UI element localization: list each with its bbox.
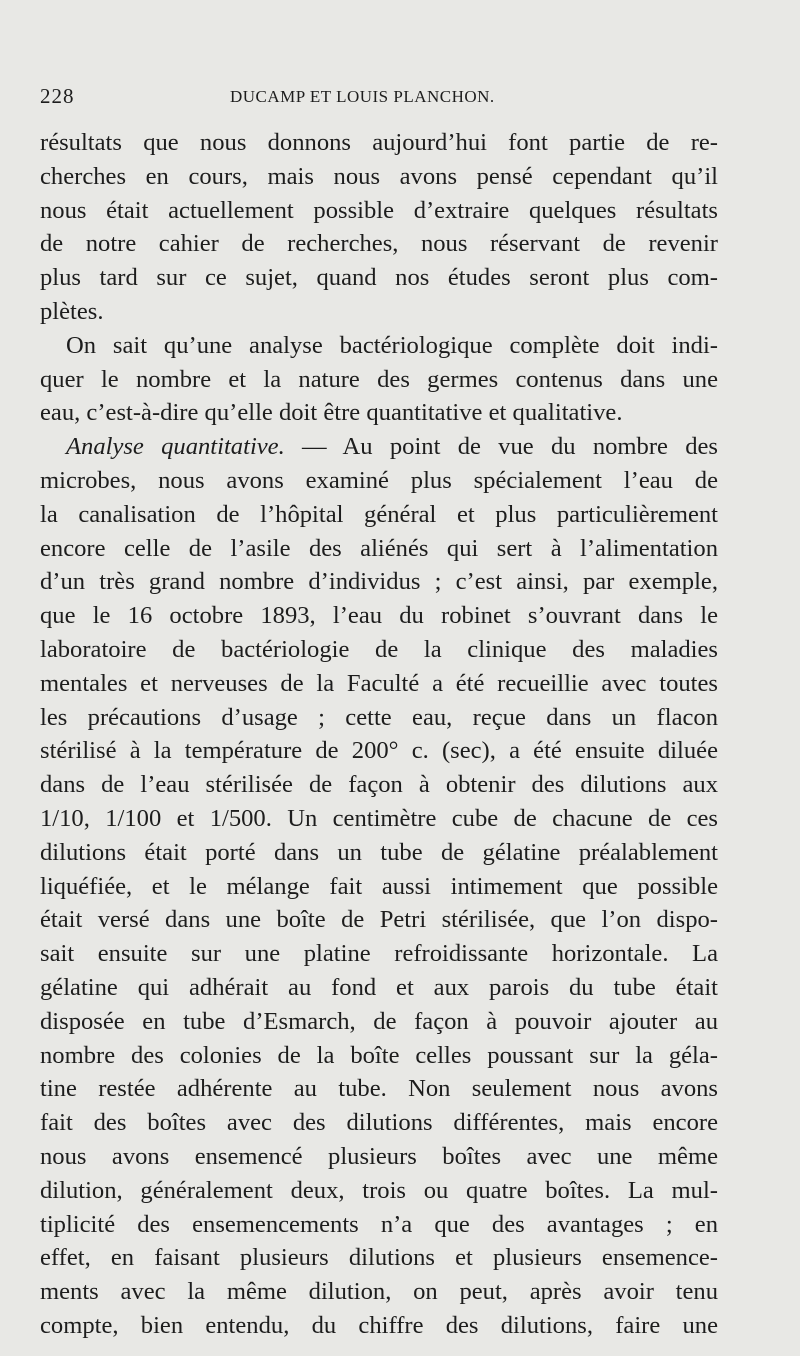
line-text: 1/10, 1/100 et 1/500. Un centimètre cube de chacune de ces	[40, 804, 718, 832]
line-text: résultats que nous donnons aujourd’hui font partie de re-	[40, 129, 718, 156]
text-line	[40, 1072, 718, 1106]
line-text: tiplicité des ensemencements n’a que des avantages ; en	[40, 1210, 718, 1238]
text-line	[40, 1174, 718, 1208]
line-text: tine restée adhérente au tube. Non seulement nous avons	[40, 1075, 718, 1103]
line-text: les précautions d’usage ; cette eau, reçue dans un flacon	[40, 703, 718, 731]
text-line	[40, 532, 718, 566]
line-text: était versé dans une boîte de Petri stérilisée, que l’on dispo-	[40, 906, 718, 934]
text-line	[40, 599, 718, 633]
line-text: ments avec la même dilution, on peut, après avoir tenu	[40, 1278, 718, 1306]
line-text: disposée en tube d’Esmarch, de façon à pouvoir ajouter au	[40, 1007, 718, 1035]
line-text: dilution, généralement deux, trois ou quatre boîtes. La mul-	[40, 1176, 718, 1204]
text-line	[40, 1275, 718, 1309]
line-text: d’un très grand nombre d’individus ; c’est ainsi, par exemple,	[40, 568, 718, 596]
line-text: fait des boîtes avec des dilutions différentes, mais encore	[40, 1109, 718, 1137]
text-line	[40, 1039, 718, 1073]
text-line	[40, 1005, 718, 1039]
line-text: eau, c’est-à-dire qu’elle doit être quantitative et qualitative.	[40, 399, 623, 427]
line-text: gélatine qui adhérait au fond et aux parois du tube était	[40, 973, 718, 1001]
line-text: effet, en faisant plusieurs dilutions et plusieurs ensemence-	[40, 1244, 718, 1272]
line-text: cherches en cours, mais nous avons pensé cependant qu’il	[40, 162, 718, 190]
line-text: plus tard sur ce sujet, quand nos études seront plus com-	[40, 264, 718, 292]
line-text: encore celle de l’asile des aliénés qui sert à l’alimentation	[40, 534, 718, 562]
text-line	[40, 903, 718, 937]
page-header	[40, 84, 730, 114]
line-text: sait ensuite sur une platine refroidissante horizontale. La	[40, 940, 718, 968]
line-text: la canalisation de l’hôpital général et plus particulièrement	[40, 500, 718, 528]
text-line	[40, 937, 718, 971]
text-line	[40, 227, 718, 261]
text-line	[40, 734, 718, 768]
text-line	[40, 261, 718, 295]
text-line	[40, 1140, 718, 1174]
text-line	[40, 363, 718, 397]
line-text: — Au point de vue du nombre des	[284, 433, 719, 461]
line-text: nous avons ensemencé plusieurs boîtes avec une même	[40, 1142, 718, 1170]
text-line	[40, 565, 718, 599]
text-line	[40, 194, 718, 228]
line-text: que le 16 octobre 1893, l’eau du robinet s’ouvrant dans le	[40, 602, 718, 630]
line-text: On sait qu’une analyse bactériologique complète doit indi-	[66, 331, 718, 359]
line-text: plètes.	[40, 297, 104, 325]
line-text: dans de l’eau stérilisée de façon à obtenir des dilutions aux	[40, 771, 718, 799]
text-line	[40, 160, 718, 194]
text-line	[40, 633, 718, 667]
text-line	[40, 464, 718, 498]
text-line	[40, 1241, 718, 1275]
running-head: DUCAMP ET LOUIS PLANCHON.	[230, 87, 495, 106]
line-text: liquéfiée, et le mélange fait aussi intimement que possible	[40, 872, 718, 900]
line-text: de notre cahier de recherches, nous réservant de revenir	[40, 230, 718, 258]
page-number: 228	[40, 84, 75, 108]
text-line	[40, 802, 718, 836]
text-line	[40, 870, 718, 904]
text-line	[40, 498, 718, 532]
line-text: microbes, nous avons examiné plus spécialement l’eau de	[40, 466, 718, 494]
line-text: laboratoire de bactériologie de la clinique des maladies	[40, 635, 718, 663]
text-line	[40, 430, 718, 464]
text-line	[40, 836, 718, 870]
text-line	[40, 126, 718, 160]
text-line	[40, 701, 718, 735]
text-line	[40, 1106, 718, 1140]
text-line	[40, 768, 718, 802]
line-text: nous était actuellement possible d’extraire quelques résultats	[40, 196, 718, 224]
line-text: mentales et nerveuses de la Faculté a été recueillie avec toutes	[40, 669, 718, 697]
text-line	[40, 971, 718, 1005]
text-line	[40, 667, 718, 701]
text-line	[40, 1208, 718, 1242]
text-line	[40, 329, 718, 363]
body-text	[40, 126, 718, 1343]
line-text: dilutions était porté dans un tube de gélatine préalablement	[40, 838, 718, 866]
line-text: quer le nombre et la nature des germes contenus dans une	[40, 365, 718, 393]
text-line	[40, 1309, 718, 1343]
line-text: nombre des colonies de la boîte celles poussant sur la géla-	[40, 1041, 718, 1069]
section-heading: Analyse quantitative.	[66, 433, 285, 461]
text-line	[40, 295, 718, 329]
text-line	[40, 396, 718, 430]
line-text: compte, bien entendu, du chiffre des dilutions, faire une	[40, 1311, 718, 1339]
line-text: stérilisé à la température de 200° c. (sec), a été ensuite diluée	[40, 737, 718, 765]
